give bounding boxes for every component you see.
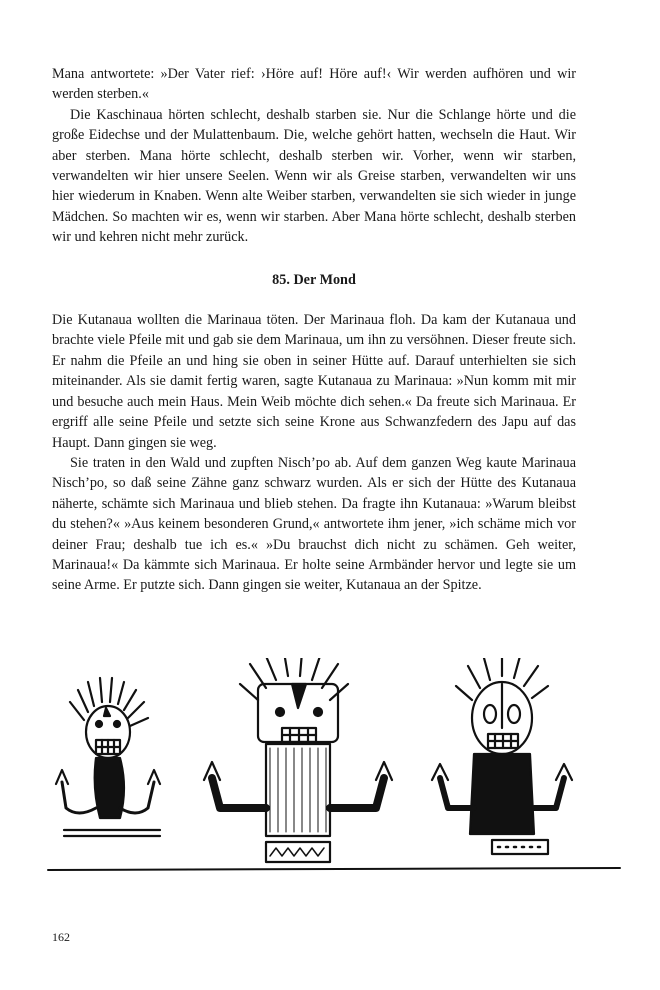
paragraph: Mana antwortete: »Der Vater rief: ›Höre auf! Höre auf!‹ Wir werden aufhören und wir werden sterben.« bbox=[52, 66, 576, 103]
paragraph: Sie traten in den Wald und zupften Nisch’po ab. Auf dem ganzen Weg kaute Marinaua Nisch’po, so daß seine Zähne ganz schwarz wurden. Als er sich der Hütte des Kutanaua näherte, schämte sich Marinaua und blieb stehen. Da fragte ihn Kutanaua: »Warum bleibst du stehen?« »Aus keinem besonderen Grund,« antwortete ihm jener, »ich schäme mich vor deiner Frau; deshalb tue ich es.« »Du brauchst dich nicht zu schämen. Geh weiter, Marinaua!« Da kämmte sich Marinaua. Er holte seine Armbänder hervor und legte sie um seine Arme. Er putzte sich. Dann gingen sie weiter, Kutanaua an der Spitze. bbox=[52, 454, 576, 594]
paragraph: Die Kutanaua wollten die Marinaua töten. Der Marinaua floh. Da kam der Kutanaua und brachte viele Pfeile mit und gab sie dem Marinaua, um ihn zu versöhnen. Dieser freute sich. Er nahm die Pfeile an und hing sie oben in seiner Hütte auf. Darauf unterhielten sie sich miteinander. Als sie damit fertig waren, sagte Kutanaua zu Marinaua: »Nun komm mit mir und besuche auch mein Haus. Mein Weib möchte dich sehen.« Da freute sich Marinaua. Er ergriff alle seine Pfeile und setzte sich seine Krone aus Schwanzfedern des Japu auf das Haupt. Dann gingen sie weg. bbox=[52, 312, 576, 451]
left-figure-drawing bbox=[56, 678, 160, 836]
section-heading: 85. Der Mond bbox=[272, 271, 356, 288]
ground-line bbox=[48, 868, 620, 870]
figure-drawing bbox=[44, 658, 624, 880]
right-figure-drawing bbox=[432, 658, 572, 854]
page-number: 162 bbox=[52, 930, 70, 944]
paragraph: Die Kaschinaua hörten schlecht, deshalb starben sie. Nur die Schlange hörte und die große Eidechse und der Mulattenbaum. Die, welche gehört hatten, wechseln die Haut. Wir aber sterben. Mana hörte schlecht, deshalb sterben wir. Vorher, wenn wir starben, verwandelten wir hier unsere Seelen. Wenn wir als Greise starben, verwandelten wir uns hier wiederum in Knaben. Wenn alte Weiber starben, verwandelten sie sich wieder in junge Mädchen. So machten wir es, wenn wir starben. Aber Mana hörte schlecht, deshalb sterben wir und kehren nicht mehr zurück. bbox=[52, 106, 576, 246]
body-text bbox=[52, 64, 576, 596]
middle-figure-drawing bbox=[204, 658, 392, 862]
